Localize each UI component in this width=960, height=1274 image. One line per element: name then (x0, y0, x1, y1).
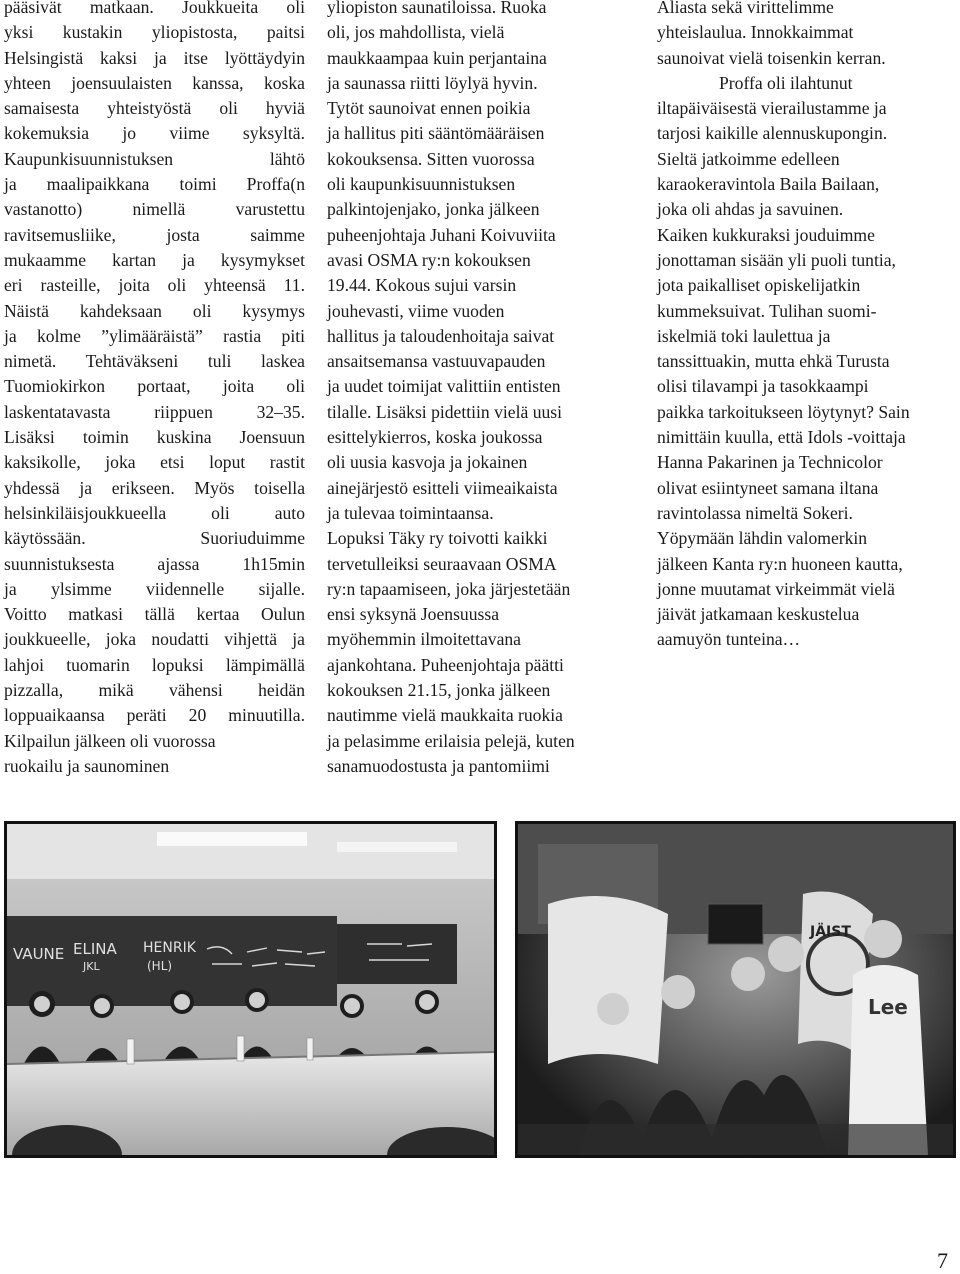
text-line: jota paikalliset opiskelijatkin (657, 275, 861, 296)
board-name-1: VAUNE (13, 945, 65, 963)
text-line: oli kaupunkisuunnistuksen (327, 174, 516, 195)
text-line: tervetulleiksi seuraavaan OSMA (327, 553, 557, 574)
text-line: Helsingistä kaksi ja itse lyöttäydyin (4, 47, 305, 68)
text-line: kaksikolle, joka etsi loput rastit (4, 452, 305, 473)
text-line: esittelykierros, koska joukossa (327, 427, 543, 448)
text-line: Sieltä jatkoimme edelleen (657, 148, 840, 169)
text-line: ruokailu ja saunominen (4, 755, 170, 776)
text-line: helsinkiläisjoukkueella oli auto (4, 502, 305, 523)
text-line: ja ylsimme viidennelle sijalle. (4, 578, 305, 599)
text-line: kokemuksia jo viime syksyltä. (4, 123, 305, 144)
text-line: Näistä kahdeksaan oli kysymys (4, 300, 305, 321)
text-line: saunoivat vielä toisenkin kerran. (657, 47, 886, 68)
text-line: ja kolme ”ylimääräistä” rastia piti (4, 325, 305, 346)
text-line: yhdessä ja erikseen. Myös toisella (4, 477, 305, 498)
text-line: ja maalipaikkana toimi Proffa(n (4, 174, 305, 195)
text-line: vastanotto) nimellä varustettu (4, 199, 305, 220)
text-column-1 (4, 0, 305, 779)
text-line: lahjoi tuomarin lopuksi lämpimällä (4, 654, 305, 675)
text-line: Proffa oli ilahtunut (719, 72, 853, 93)
text-line: palkintojenjako, jonka jälkeen (327, 199, 540, 220)
board-name-4: HENRIK (143, 940, 196, 956)
text-line: ja saunassa riitti löylyä hyvin. (327, 72, 538, 93)
text-line: pizzalla, mikä vähensi heidän (4, 680, 305, 701)
text-line: yhteen joensuulaisten kanssa, koska (4, 72, 305, 93)
text-line: ajankohtana. Puheenjohtaja päätti (327, 654, 564, 675)
text-line: olivat esiintyneet samana iltana (657, 477, 879, 498)
text-line: joukkueelle, joka noudatti vihjettä ja (4, 629, 305, 650)
text-column-3 (657, 0, 957, 653)
text-line: yhteislaulua. Innokkaimmat (657, 22, 854, 43)
photo-party-group (515, 821, 956, 1158)
text-line: jäivät jatkamaan keskustelua (657, 604, 860, 625)
text-line: ja hallitus piti sääntömääräisen (327, 123, 545, 144)
text-column-2 (327, 0, 625, 779)
text-line: avasi OSMA ry:n kokouksen (327, 249, 531, 270)
text-line: nautimme vielä maukkaita ruokia (327, 705, 563, 726)
text-line: yliopiston saunatiloissa. Ruoka (327, 0, 547, 17)
text-line: ry:n tapaamiseen, joka järjestetään (327, 578, 571, 599)
text-line: käytössään. Suoriuduimme (4, 528, 305, 549)
text-line: hallitus ja taloudenhoitaja saivat (327, 325, 555, 346)
text-line: sanamuodostusta ja pantomiimi (327, 755, 550, 776)
text-line: jälkeen Kanta ry:n huoneen kautta, (657, 553, 903, 574)
text-line: oli uusia kasvoja ja jokainen (327, 452, 528, 473)
text-line: nimetä. Tehtäväkseni tuli laskea (4, 351, 305, 372)
text-line: nimittäin kuulla, että Idols -voittaja (657, 427, 906, 448)
text-line: tanssittuakin, mutta ehkä Turusta (657, 351, 890, 372)
text-line: ainejärjestö esitteli viimeaikaista (327, 477, 558, 498)
photo-meeting-panel-image (7, 824, 494, 1155)
text-line: jonne muutamat virkeimmät vielä (657, 578, 895, 599)
text-line: Hanna Pakarinen ja Technicolor (657, 452, 883, 473)
text-line: jouhevasti, viime vuoden (327, 300, 505, 321)
text-line: pääsivät matkaan. Joukkueita oli (4, 0, 305, 17)
board-name-5: (HL) (147, 959, 173, 973)
text-line: yksi kustakin yliopistosta, paitsi (4, 22, 305, 43)
text-line: tilalle. Lisäksi pidettiin vielä uusi (327, 401, 563, 422)
text-line: ensi syksynä Joensuussa (327, 604, 500, 625)
photo-meeting-panel (4, 821, 497, 1158)
text-line: ravintolassa nimeltä Sokeri. (657, 502, 853, 523)
text-line: oli, jos mahdollista, vielä (327, 22, 505, 43)
text-line: Voitto matkasi tällä kertaa Oulun (4, 604, 305, 625)
text-line: ja uudet toimijat valittiin entisten (327, 376, 561, 397)
text-line: Lopuksi Täky ry toivotti kaikki (327, 528, 548, 549)
text-line: samaisesta yhteistyöstä oli hyviä (4, 98, 305, 119)
text-line: iskelmiä toki laulettua ja (657, 325, 831, 346)
text-line: joka oli ahdas ja savuinen. (657, 199, 844, 220)
flag-text: JÄIST (810, 924, 851, 940)
shirt-text: Lee (868, 995, 908, 1019)
text-line: Kilpailun jälkeen oli vuorossa (4, 730, 216, 751)
text-line: Tytöt saunoivat ennen poikia (327, 98, 531, 119)
text-line: laskentatavasta riippuen 32–35. (4, 401, 305, 422)
text-line: Tuomiokirkon portaat, joita oli (4, 376, 305, 397)
text-line: iltapäiväisestä vierailustamme ja (657, 98, 887, 119)
text-line: aamuyön tunteina… (657, 629, 801, 650)
text-line: kokouksensa. Sitten vuorossa (327, 148, 535, 169)
text-line: mukaamme kartan ja kysymykset (4, 249, 305, 270)
text-line: jonottaman sisään yli puoli tuntia, (657, 249, 896, 270)
text-line: ravitsemusliike, josta saimme (4, 224, 305, 245)
text-line: suunnistuksesta ajassa 1h15min (4, 553, 305, 574)
text-line: Aliasta sekä virittelimme (657, 0, 834, 17)
text-line: Kaiken kukkuraksi jouduimme (657, 224, 875, 245)
text-line: eri rasteille, joita oli yhteensä 11. (4, 275, 305, 296)
text-line: maukkaampaa kuin perjantaina (327, 47, 547, 68)
board-name-3: JKL (83, 960, 100, 973)
text-line: kummeksuivat. Tulihan suomi- (657, 300, 877, 321)
text-line: ansaitsemansa vastuuvapauden (327, 351, 546, 372)
text-line: loppuaikaansa peräti 20 minuutilla. (4, 705, 305, 726)
text-line: Kaupunkisuunnistuksen lähtö (4, 148, 305, 169)
text-line: myöhemmin ilmoitettavana (327, 629, 521, 650)
text-line: karaokeravintola Baila Bailaan, (657, 174, 880, 195)
photo-party-group-image (518, 824, 953, 1155)
text-line: ja pelasimme erilaisia pelejä, kuten (327, 730, 575, 751)
text-line: tarjosi kaikille alennuskupongin. (657, 123, 888, 144)
text-line: paikka tarkoitukseen löytynyt? Sain (657, 401, 910, 422)
text-line: puheenjohtaja Juhani Koivuviita (327, 224, 556, 245)
text-line: ja tulevaa toimintaansa. (327, 502, 494, 523)
page-number: 7 (937, 1248, 948, 1273)
text-line: Yöpymään lähdin valomerkin (657, 528, 868, 549)
text-line: olisi tilavampi ja tasokkaampi (657, 376, 869, 397)
text-line: kokouksen 21.15, jonka jälkeen (327, 680, 551, 701)
text-line: 19.44. Kokous sujui varsin (327, 275, 517, 296)
text-line: Lisäksi toimin kuskina Joensuun (4, 427, 305, 448)
board-name-2: ELINA (73, 940, 117, 958)
